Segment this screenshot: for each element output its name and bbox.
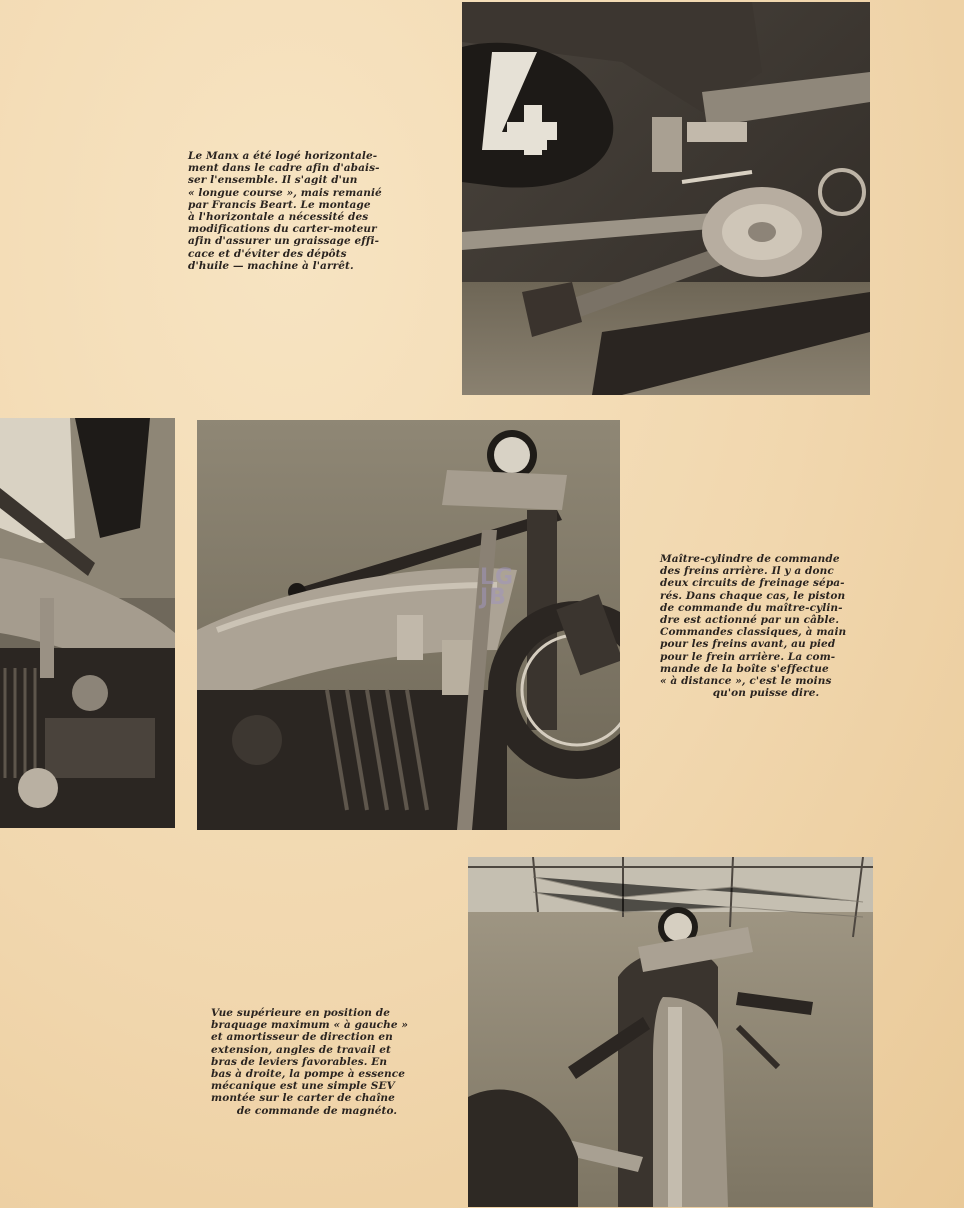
caption-line: de commande du maître-cylin- bbox=[660, 601, 843, 614]
photo-engine-horizontal bbox=[462, 2, 870, 395]
caption-line: par Francis Beart. Le montage bbox=[188, 198, 371, 211]
caption-steering bbox=[211, 1007, 423, 1117]
caption-line: à l'horizontale a nécessité des bbox=[188, 211, 369, 224]
watermark-line: JB bbox=[480, 585, 507, 610]
caption-line: cace et d'éviter des dépôts bbox=[188, 247, 347, 260]
photo-master-cylinder bbox=[197, 420, 620, 830]
caption-line: dre est actionné par un câble. bbox=[660, 614, 840, 627]
caption-line: modifications du carter-moteur bbox=[188, 223, 377, 236]
caption-line: ment dans le cadre afin d'abais- bbox=[188, 162, 380, 175]
watermark-line: LG bbox=[480, 565, 515, 590]
photo-engine-side bbox=[0, 418, 175, 828]
caption-manx bbox=[188, 150, 400, 272]
caption-line: de commande de magnéto. bbox=[236, 1104, 398, 1117]
caption-line: ser l'ensemble. Il s'agit d'un bbox=[188, 174, 358, 187]
caption-line: pour les freins avant, au pied bbox=[660, 638, 836, 651]
caption-line: et amortisseur de direction en bbox=[211, 1031, 393, 1044]
caption-line: extension, angles de travail et bbox=[211, 1043, 392, 1056]
watermark-logo bbox=[480, 565, 515, 610]
caption-line: Vue supérieure en position de bbox=[211, 1007, 390, 1019]
photo-steering-top-image bbox=[468, 857, 873, 1207]
caption-line: d'huile — machine à l'arrêt. bbox=[188, 259, 354, 272]
caption-line: « à distance », c'est le moins bbox=[660, 675, 832, 688]
photo-steering-top bbox=[468, 857, 873, 1207]
caption-line: braquage maximum « à gauche » bbox=[211, 1019, 409, 1032]
caption-line: bras de leviers favorables. En bbox=[211, 1055, 388, 1068]
caption-line: mande de la boîte s'effectue bbox=[660, 662, 829, 675]
photo-engine-side-image bbox=[0, 418, 175, 828]
photo-master-cylinder-image bbox=[197, 420, 620, 830]
caption-brakes bbox=[660, 553, 872, 699]
caption-line: bas à droite, la pompe à essence bbox=[211, 1068, 406, 1081]
caption-line: Commandes classiques, à main bbox=[660, 626, 847, 639]
caption-line: pour le frein arrière. La com- bbox=[660, 650, 836, 663]
caption-line: deux circuits de freinage sépa- bbox=[660, 577, 845, 590]
caption-line: qu'on puisse dire. bbox=[712, 687, 820, 700]
caption-line: mécanique est une simple SEV bbox=[211, 1080, 395, 1093]
caption-line: Le Manx a été logé horizontale- bbox=[188, 150, 378, 162]
photo-engine-horizontal-image bbox=[462, 2, 870, 395]
caption-line: des freins arrière. Il y a donc bbox=[660, 565, 834, 578]
caption-line: montée sur le carter de chaîne bbox=[211, 1092, 395, 1105]
caption-line: rés. Dans chaque cas, le piston bbox=[660, 589, 846, 602]
caption-line: Maître-cylindre de commande bbox=[660, 553, 840, 565]
caption-line: afin d'assurer un graissage effi- bbox=[188, 235, 380, 248]
caption-line: « longue course », mais remanié bbox=[188, 186, 382, 199]
